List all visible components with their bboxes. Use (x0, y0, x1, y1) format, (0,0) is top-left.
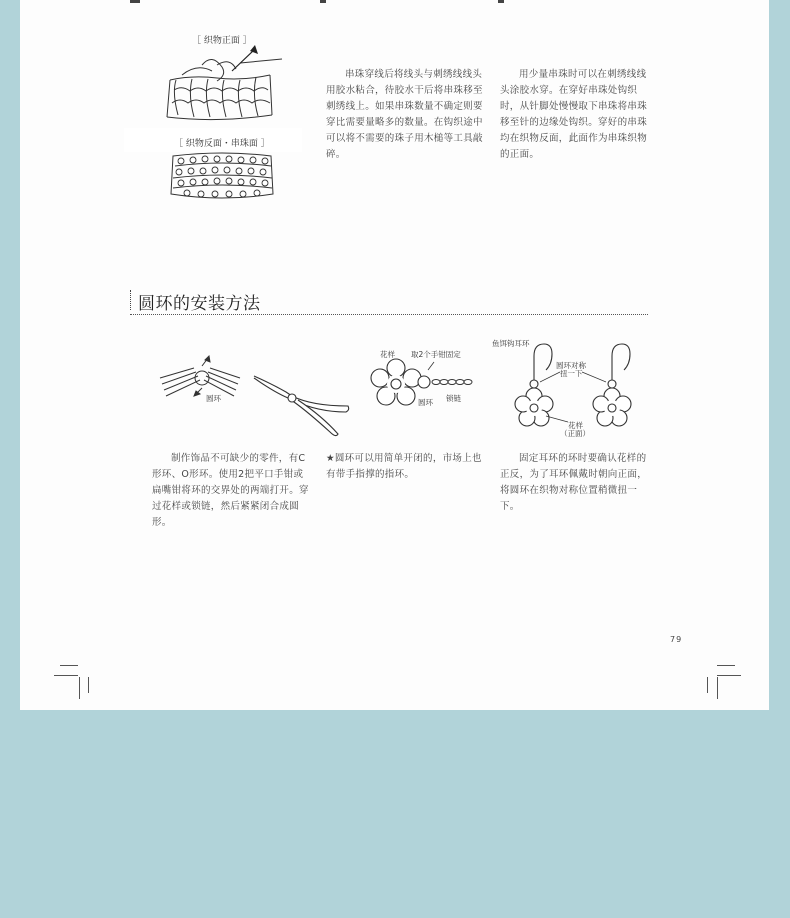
crochet-back-illustration (167, 150, 277, 202)
cropped-mark (130, 0, 140, 3)
crop-mark (707, 677, 708, 693)
ring-usage-paragraph: 制作饰品不可缺少的零件，有C形环、O形环。使用2把平口手钳或扁嘴钳将环的交界处的两端打开。穿过花样或锁链，然后紧紧闭合成圆形。 (152, 453, 309, 528)
earring-hook-label: 鱼饵钩耳环 (492, 339, 530, 348)
chain-label: 锁链 (446, 394, 461, 403)
crop-mark (88, 677, 89, 693)
crop-mark (717, 677, 718, 699)
crop-mark (54, 675, 78, 676)
section-divider (130, 314, 648, 315)
section-title: 圆环的安装方法 (138, 294, 261, 314)
section-title-marker (130, 290, 131, 310)
page-number: 79 (670, 635, 683, 644)
label-fabric-front: ［ 织物正面 ］ (192, 36, 252, 46)
symmetric-twist-label-line2: 扭一下 (560, 369, 583, 378)
bead-threading-paragraph: 串珠穿线后将线头与刺绣线线头用胶水粘合，待胶水干后将串珠移至刺绣线上。如果串珠数量不确定则要穿比需要量略多的数量。在钩织途中可以将不需要的珠子用木槌等工具敲碎。 (326, 69, 483, 160)
flower-front-label-line2: （正面） (560, 429, 590, 438)
crop-mark (60, 665, 78, 666)
cropped-mark (320, 0, 326, 3)
chain-ring-label: 圆环 (418, 398, 433, 407)
label-fabric-back: ［ 织物反面・串珠面 ］ (174, 139, 270, 149)
flower-label: 花样 (380, 350, 395, 359)
symmetric-twist-label-line1: 圆环对称 (556, 361, 586, 370)
ring-label: 圆环 (206, 394, 221, 403)
earring-ring-paragraph: 固定耳环的环时要确认花样的正反，为了耳环佩戴时朝向正面，将圆环在织物对称位置稍微扭一下。 (500, 453, 648, 512)
crop-mark (717, 675, 741, 676)
crop-mark (79, 677, 80, 699)
crop-mark (717, 665, 735, 666)
ring-opening-illustration (160, 356, 242, 408)
chain-fix-label: 取2个手钳固定 (411, 350, 461, 359)
cropped-mark (498, 0, 504, 3)
ring-note-paragraph: ★圆环可以用简单开闭的，市场上也有带手指撑的指环。 (326, 453, 482, 480)
pliers-illustration (252, 370, 352, 440)
book-page (20, 0, 769, 710)
flower-front-label-line1: 花样 (568, 421, 583, 430)
bead-placement-paragraph: 用少量串珠时可以在刺绣线线头涂胶水穿。在穿好串珠处钩织时，从针脚处慢慢取下串珠将串珠移至针的边缘处钩织。穿好的串珠均在织物反面，此面作为串珠织物的正面。 (500, 69, 648, 160)
crochet-front-illustration (162, 45, 274, 120)
